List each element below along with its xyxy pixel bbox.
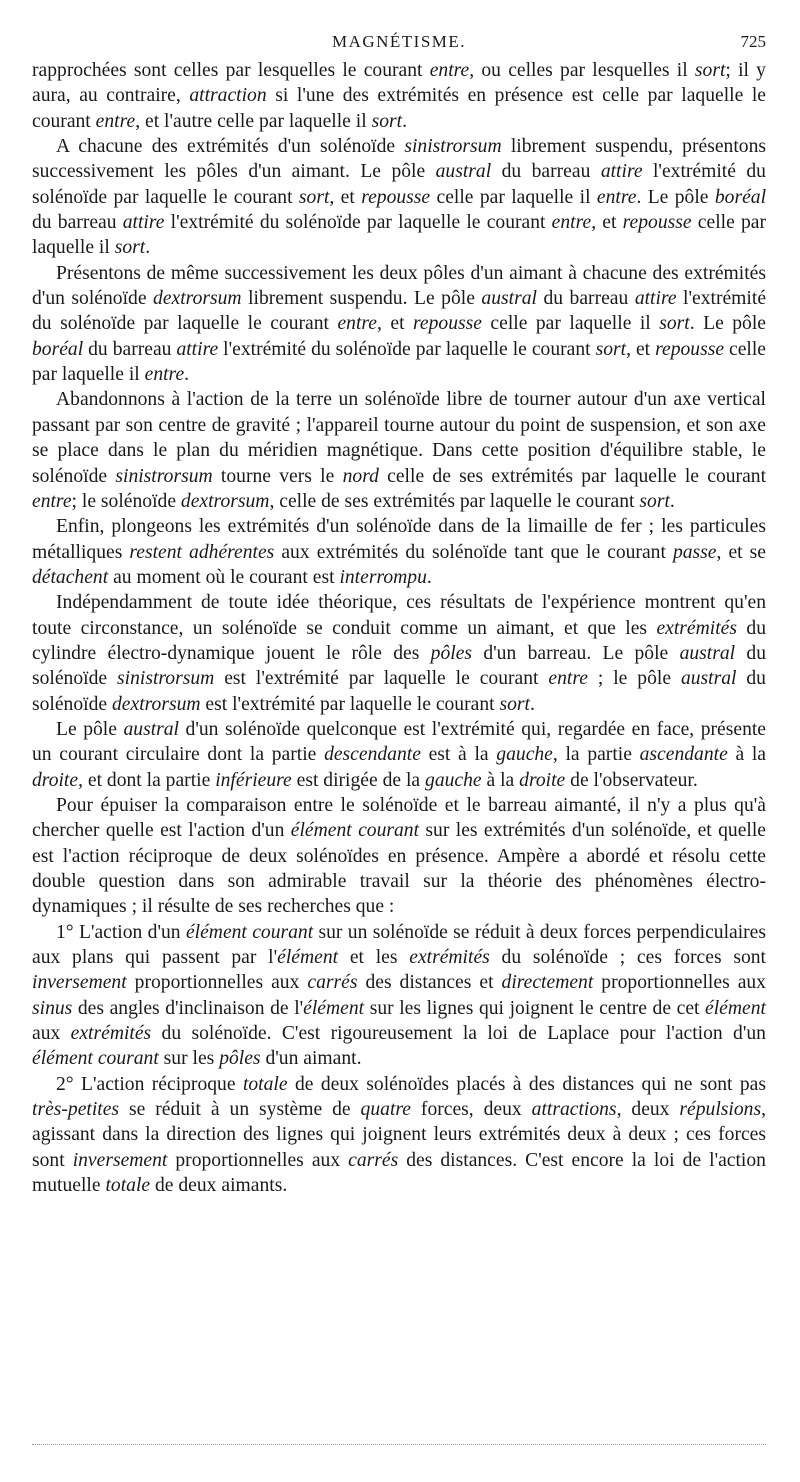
- italic-run: sort: [298, 186, 330, 208]
- italic-run: austral: [435, 161, 492, 183]
- text-run: du barreau: [536, 288, 635, 310]
- text-run: tourne vers le: [212, 465, 343, 487]
- italic-run: droite: [32, 769, 79, 791]
- text-run: .: [669, 490, 675, 512]
- italic-run: sort: [639, 490, 670, 512]
- text-run: celle par laquelle il: [32, 212, 766, 259]
- italic-run: sinistrorsum: [404, 136, 502, 158]
- text-run: aux: [32, 1023, 71, 1045]
- running-title: MAGNÉTISME.: [331, 32, 467, 51]
- page-header: [32, 28, 766, 58]
- italic-run: austral: [481, 288, 537, 310]
- italic-run: restent adhérentes: [129, 541, 275, 563]
- paragraph-8: [32, 793, 766, 920]
- italic-run: inversement: [72, 1149, 168, 1171]
- italic-run: entre: [551, 212, 592, 234]
- italic-run: extrémités: [656, 617, 737, 639]
- text-run: celle de ses extrémités par laquelle le courant: [378, 465, 767, 487]
- text-run: , la partie: [552, 744, 640, 766]
- text-run: se réduit à un système de: [119, 1099, 361, 1121]
- italic-run: entre: [548, 668, 588, 690]
- italic-run: passe: [672, 541, 717, 563]
- paragraph-6: [32, 590, 766, 717]
- text-run: du barreau: [32, 212, 123, 234]
- text-run: A chacune des extrémités d'un solénoïde: [56, 136, 405, 158]
- italic-run: pôles: [219, 1048, 261, 1070]
- text-run: à la: [481, 769, 520, 791]
- italic-run: attire: [600, 161, 643, 183]
- text-run: aux extrémités du solénoïde tant que le courant: [274, 541, 673, 563]
- italic-run: totale: [242, 1073, 288, 1095]
- text-run: .: [426, 566, 432, 588]
- italic-run: attire: [176, 338, 219, 360]
- italic-run: carrés: [348, 1149, 399, 1171]
- text-run: sur les: [158, 1048, 220, 1070]
- text-run: d'un aimant.: [260, 1048, 362, 1070]
- italic-run: sort: [371, 110, 403, 132]
- text-run: proportionnelles aux: [126, 972, 308, 994]
- text-run: Indépendamment de toute idée théorique, ces résultats de l'expérience montrent qu'en toute circonstance, un solénoïde se conduit comme un aimant, et que les: [32, 592, 766, 639]
- italic-run: sort: [694, 60, 726, 81]
- italic-run: entre: [596, 186, 637, 208]
- italic-run: droite: [519, 769, 566, 791]
- italic-run: élément courant: [32, 1048, 159, 1070]
- italic-run: dextrorsum: [112, 693, 201, 715]
- text-run: du solénoïde: [32, 642, 767, 690]
- text-run: d'un barreau. Le pôle: [472, 642, 680, 664]
- italic-run: élément: [705, 997, 766, 1019]
- text-run: celle par laquelle il: [32, 338, 766, 386]
- text-run: si l'une des extrémités en présence est celle par laquelle le courant: [32, 85, 766, 132]
- text-run: l'extrémité du solénoïde par laquelle le courant: [32, 161, 766, 208]
- text-run: est à la: [420, 744, 497, 766]
- text-run: à la: [727, 744, 767, 766]
- text-run: ; le pôle: [587, 668, 681, 690]
- italic-run: repousse: [622, 212, 692, 234]
- italic-run: dextrorsum: [153, 288, 242, 310]
- italic-run: descendante: [324, 744, 421, 766]
- text-run: Présentons de même successivement les deux pôles d'un aimant à chacune des extrémités d'un solénoïde: [32, 262, 766, 310]
- italic-run: boréal: [714, 186, 767, 208]
- book-page: [32, 28, 766, 1198]
- text-run: .: [529, 693, 535, 715]
- italic-run: austral: [680, 668, 737, 690]
- text-run: est l'extrémité par laquelle le courant: [214, 668, 549, 690]
- text-run: d'un solénoïde quelconque est l'extrémité qui, regardée en face, présente un courant circulaire dont la partie: [32, 718, 767, 766]
- text-run: du cylindre électro-dynamique jouent le rôle des: [32, 617, 766, 664]
- text-run: du solénoïde. C'est rigoureusement la loi de Laplace pour l'action d'un: [151, 1023, 766, 1045]
- text-run: , et se: [716, 541, 766, 563]
- italic-run: totale: [105, 1175, 151, 1197]
- italic-run: entre: [32, 490, 72, 512]
- italic-run: sinistrorsum: [115, 465, 213, 487]
- italic-run: austral: [123, 718, 179, 740]
- text-run: du solénoïde ; ces forces sont: [489, 947, 766, 969]
- text-run: proportionnelles aux: [167, 1149, 349, 1171]
- italic-run: inversement: [32, 972, 127, 994]
- italic-run: gauche: [496, 744, 553, 766]
- italic-run: attire: [122, 212, 165, 234]
- text-run: Pour épuiser la comparaison entre le solénoïde et le barreau aimanté, il n'y a plus qu'à chercher quelle est l'action d'un: [32, 794, 766, 842]
- italic-run: interrompu: [339, 566, 427, 588]
- text-run: Le pôle: [56, 718, 124, 740]
- italic-run: sinus: [32, 997, 73, 1019]
- text-run: sur un solénoïde se réduit à deux forces perpendiculaires aux plans qui passent par l': [32, 921, 766, 969]
- text-run: , et: [329, 186, 362, 208]
- text-run: forces, deux: [410, 1099, 532, 1121]
- text-run: l'extrémité du solénoïde par laquelle le courant: [218, 338, 596, 360]
- text-run: sur les extrémités d'un solénoïde, et quelle est l'action réciproque de deux solénoïdes en présence. Ampère a abordé et résolu cette double question dans son admirable travail sur la théorie des phénomènes électro-dynamiques ; il résulte de ses recherches que :: [32, 820, 766, 918]
- text-run: , et: [377, 313, 414, 335]
- italic-run: répulsions: [679, 1099, 762, 1121]
- italic-run: nord: [342, 465, 379, 487]
- text-run: , ou celles par lesquelles il: [469, 60, 695, 81]
- text-run: librement suspendu, présentons successivement les pôles d'un aimant. Le pôle: [32, 136, 766, 183]
- italic-run: élément: [277, 947, 339, 969]
- text-run: , et: [626, 338, 656, 360]
- text-run: .: [184, 364, 190, 386]
- text-run: du barreau: [83, 338, 177, 360]
- text-run: rapprochées sont celles par lesquelles le courant: [32, 60, 430, 81]
- text-run: des distances. C'est encore la loi de l'action mutuelle: [32, 1149, 766, 1197]
- text-run: proportionnelles aux: [593, 972, 766, 994]
- text-run: ; il y aura, au contraire,: [32, 60, 766, 107]
- text-run: , agissant dans la direction des lignes qui joignent leurs extrémités deux à deux ; ces forces sont: [32, 1099, 766, 1171]
- text-run: Abandonnons à l'action de la terre un solénoïde libre de tourner autour d'un axe vertical passant par son centre de gravité ; l'appareil tourne autour du point de suspension, et son axe se place dans le plan du méridien magnétique. Dans cette position d'équilibre stable, le solénoïde: [32, 389, 766, 487]
- italic-run: attraction: [189, 85, 267, 107]
- italic-run: ascendante: [639, 744, 728, 766]
- italic-run: entre: [429, 60, 470, 81]
- text-run: ; le solénoïde: [71, 490, 181, 512]
- body-text: [32, 58, 766, 1198]
- italic-run: sort: [499, 693, 530, 715]
- paragraph-3: [32, 261, 766, 388]
- text-run: . Le pôle: [689, 313, 766, 335]
- italic-run: gauche: [425, 769, 482, 791]
- text-run: , deux: [616, 1099, 680, 1121]
- text-run: .: [402, 110, 407, 132]
- text-run: . Le pôle: [636, 186, 715, 208]
- paragraph-4: [32, 387, 766, 514]
- paragraph-2: [32, 134, 766, 261]
- text-run: des distances et: [357, 972, 502, 994]
- italic-run: très-petites: [32, 1099, 120, 1121]
- text-run: 1° L'action d'un: [56, 921, 186, 943]
- text-run: 2° L'action réciproque: [56, 1073, 243, 1095]
- text-run: .: [145, 237, 151, 259]
- paragraph-1: [32, 58, 766, 134]
- italic-run: repousse: [413, 313, 482, 335]
- italic-run: entre: [144, 364, 185, 386]
- paragraph-5: [32, 514, 766, 590]
- italic-run: sort: [114, 237, 146, 259]
- italic-run: extrémités: [70, 1023, 152, 1045]
- italic-run: dextrorsum: [180, 490, 270, 512]
- page-number: 725: [740, 32, 766, 51]
- text-run: sur les lignes qui joignent le centre de cet: [364, 997, 706, 1019]
- italic-run: attire: [634, 288, 677, 310]
- italic-run: entre: [337, 313, 378, 335]
- text-run: celle par laquelle il: [430, 186, 597, 208]
- text-run: l'extrémité du solénoïde par laquelle le courant: [164, 212, 552, 234]
- paragraph-9: [32, 920, 766, 1072]
- text-run: , et: [591, 212, 623, 234]
- text-run: du solénoïde: [32, 668, 766, 715]
- italic-run: élément: [303, 997, 365, 1019]
- footer-rule: [32, 1444, 766, 1445]
- text-run: , et dont la partie: [78, 769, 216, 791]
- text-run: est dirigée de la: [291, 769, 426, 791]
- text-run: librement suspendu. Le pôle: [241, 288, 482, 310]
- paragraph-7: [32, 717, 766, 793]
- text-run: et les: [338, 947, 410, 969]
- paragraph-10: [32, 1072, 766, 1199]
- text-run: l'extrémité du solénoïde par laquelle le courant: [32, 288, 767, 335]
- italic-run: pôles: [430, 642, 473, 664]
- text-run: des angles d'inclinaison de l': [72, 997, 304, 1019]
- italic-run: sort: [595, 338, 627, 360]
- italic-run: directement: [501, 972, 594, 994]
- italic-run: sinistrorsum: [117, 668, 215, 690]
- italic-run: sort: [659, 313, 690, 335]
- text-run: Enfin, plongeons les extrémités d'un solénoïde dans de la limaille de fer ; les particules métalliques: [32, 516, 766, 563]
- italic-run: carrés: [307, 972, 358, 994]
- italic-run: repousse: [655, 338, 725, 360]
- italic-run: attractions: [531, 1099, 617, 1121]
- text-run: est l'extrémité par laquelle le courant: [200, 693, 500, 715]
- text-run: au moment où le courant est: [108, 566, 340, 588]
- italic-run: extrémités: [409, 947, 490, 969]
- text-run: de deux solénoïdes placés à des distances qui ne sont pas: [287, 1073, 766, 1095]
- italic-run: élément courant: [290, 820, 420, 842]
- italic-run: détachent: [32, 566, 109, 588]
- italic-run: repousse: [361, 186, 431, 208]
- italic-run: inférieure: [215, 769, 292, 791]
- italic-run: boréal: [32, 338, 84, 360]
- text-run: , et l'autre celle par laquelle il: [135, 110, 372, 132]
- text-run: , celle de ses extrémités par laquelle le courant: [269, 490, 640, 512]
- italic-run: élément courant: [185, 921, 314, 943]
- text-run: de l'observateur.: [565, 769, 698, 791]
- text-run: du barreau: [491, 161, 601, 183]
- italic-run: austral: [679, 642, 736, 664]
- italic-run: quatre: [360, 1099, 411, 1121]
- text-run: de deux aimants.: [150, 1175, 288, 1197]
- italic-run: entre: [95, 110, 136, 132]
- text-run: celle par laquelle il: [481, 313, 660, 335]
